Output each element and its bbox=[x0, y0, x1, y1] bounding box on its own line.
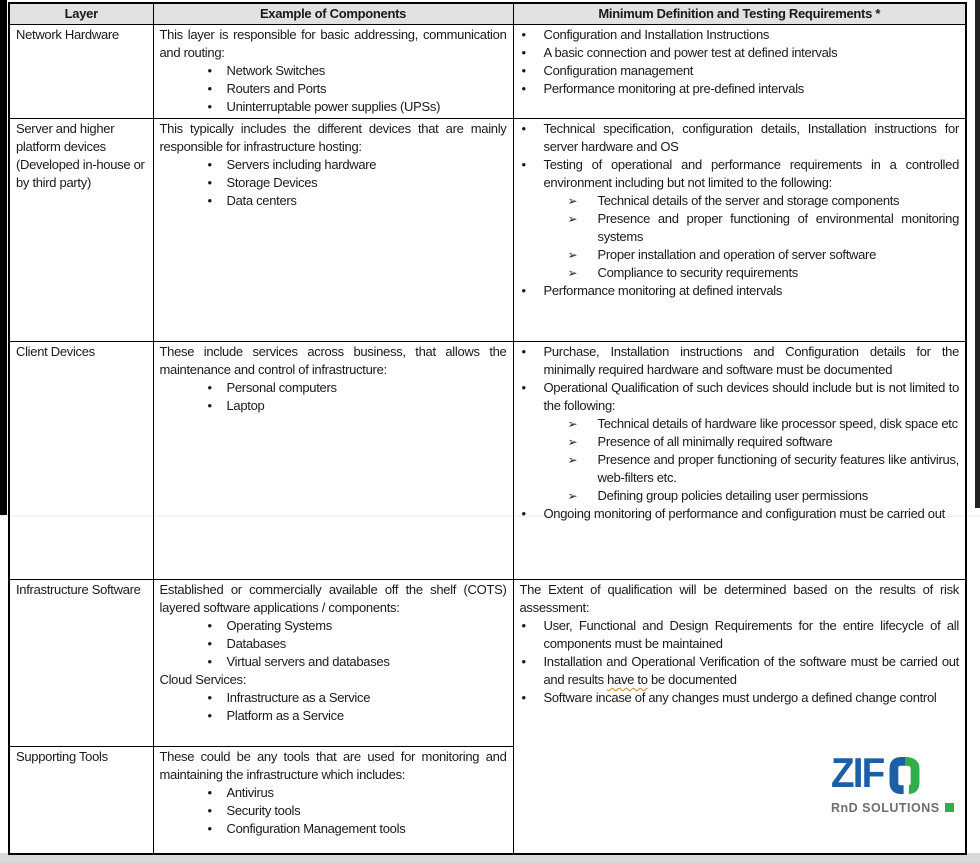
bullet-item: • Network Switches bbox=[206, 62, 507, 80]
components-intro: Established or commercially available off the shelf (COTS) layered software applications / components: bbox=[159, 582, 507, 615]
layer-cell bbox=[9, 119, 153, 342]
bullet-item: • Servers including hardware bbox=[206, 156, 507, 174]
row-infrastructure-software bbox=[9, 580, 966, 747]
sub-bullet-item: ➢ Compliance to security requirements bbox=[568, 264, 960, 282]
bullet-item: • Data centers bbox=[206, 192, 507, 210]
zifo-tagline bbox=[831, 799, 957, 817]
components-intro: These include services across business, that allows the maintenance and control of infrastructure: bbox=[159, 344, 507, 377]
layer-cell bbox=[9, 25, 153, 119]
zifo-logo bbox=[831, 748, 957, 817]
bullet-item: • Technical specification, configuration details, Installation instructions for server hardware and OS bbox=[520, 120, 960, 156]
bullet-item: • Virtual servers and databases bbox=[206, 653, 507, 671]
bullet-item: • Ongoing monitoring of performance and configuration must be carried out bbox=[520, 505, 960, 523]
window-edge-left bbox=[0, 0, 7, 516]
layer-label: Server and higher platform devices (Developed in-house or by third party) bbox=[16, 121, 145, 190]
layer-cell bbox=[9, 342, 153, 580]
grammar-flagged-text: have to bbox=[607, 672, 648, 687]
bullet-item: • Routers and Ports bbox=[206, 80, 507, 98]
bullet-item: • Platform as a Service bbox=[206, 707, 507, 725]
layer-label: Client Devices bbox=[16, 344, 95, 359]
header-components: Example of Components bbox=[153, 3, 513, 25]
bullet-text: Operational Qualification of such devices should include but is not limited to the following: bbox=[543, 380, 959, 413]
header-row bbox=[9, 3, 966, 25]
bottom-strip bbox=[0, 853, 980, 863]
zifo-tagline-text: RnD SOLUTIONS bbox=[831, 800, 940, 815]
layer-label: Infrastructure Software bbox=[16, 582, 141, 597]
bullet-item: • Configuration and Installation Instructions bbox=[520, 26, 960, 44]
requirements-cell-merged bbox=[513, 580, 966, 854]
bullet-item: • Security tools bbox=[206, 802, 507, 820]
components-cell bbox=[153, 119, 513, 342]
requirements-cell bbox=[513, 342, 966, 580]
bullet-item: • User, Functional and Design Requirements for the entire lifecycle of all components must be maintained bbox=[520, 617, 960, 653]
bullet-item: • Databases bbox=[206, 635, 507, 653]
bullet-text: be documented bbox=[647, 672, 737, 687]
components-cell bbox=[153, 25, 513, 119]
bullet-item bbox=[520, 653, 960, 689]
bullet-item: • Personal computers bbox=[206, 379, 507, 397]
bullet-item: • Configuration management bbox=[520, 62, 960, 80]
sub-bullet-item: ➢ Presence of all minimally required software bbox=[568, 433, 960, 451]
zifo-wordmark: ZIF bbox=[831, 748, 884, 796]
bullet-item: • Antivirus bbox=[206, 784, 507, 802]
bullet-item bbox=[520, 156, 960, 282]
layer-label: Supporting Tools bbox=[16, 749, 108, 764]
requirements-cell bbox=[513, 25, 966, 119]
row-network-hardware bbox=[9, 25, 966, 119]
bullet-item: • Performance monitoring at defined intervals bbox=[520, 282, 960, 300]
components-intro: This layer is responsible for basic addressing, communication and routing: bbox=[159, 27, 507, 60]
requirements-intro: The Extent of qualification will be determined based on the results of risk assessment: bbox=[519, 582, 959, 615]
sub-bullet-item: ➢ Technical details of hardware like processor speed, disk space etc bbox=[568, 415, 960, 433]
header-requirements: Minimum Definition and Testing Requirements * bbox=[513, 3, 966, 25]
row-client-devices bbox=[9, 342, 966, 580]
bullet-item: • Purchase, Installation instructions and Configuration details for the minimally required hardware and software must be documented bbox=[520, 343, 960, 379]
components-cell bbox=[153, 747, 513, 854]
components-intro-2: Cloud Services: bbox=[159, 672, 247, 687]
components-cell bbox=[153, 580, 513, 747]
sub-bullet-item: ➢ Proper installation and operation of server software bbox=[568, 246, 960, 264]
header-layer: Layer bbox=[9, 3, 153, 25]
qualification-table bbox=[8, 2, 967, 855]
window-edge-right bbox=[975, 0, 980, 508]
bullet-text: Installation and Operational Verification of the software must be carried out and results bbox=[543, 654, 959, 687]
bullet-item: • A basic connection and power test at defined intervals bbox=[520, 44, 960, 62]
row-server-platform bbox=[9, 119, 966, 342]
sub-bullet-item: ➢ Presence and proper functioning of environmental monitoring systems bbox=[568, 210, 960, 246]
bullet-item: • Infrastructure as a Service bbox=[206, 689, 507, 707]
sub-bullet-item: ➢ Presence and proper functioning of security features like antivirus, web-filters etc. bbox=[568, 451, 960, 487]
bullet-item bbox=[520, 379, 960, 505]
zifo-o-icon bbox=[886, 753, 923, 798]
components-cell bbox=[153, 342, 513, 580]
components-intro: This typically includes the different devices that are mainly responsible for infrastructure hosting: bbox=[159, 121, 507, 154]
bullet-item: • Performance monitoring at pre-defined intervals bbox=[520, 80, 960, 98]
sub-bullet-item: ➢ Defining group policies detailing user permissions bbox=[568, 487, 960, 505]
zifo-green-square-icon bbox=[945, 803, 954, 812]
sub-bullet-item: ➢ Technical details of the server and storage components bbox=[568, 192, 960, 210]
requirements-cell bbox=[513, 119, 966, 342]
bullet-item: • Laptop bbox=[206, 397, 507, 415]
components-intro: These could be any tools that are used for monitoring and maintaining the infrastructure which includes: bbox=[159, 749, 507, 782]
layer-cell bbox=[9, 747, 153, 854]
bullet-item: • Software incase of any changes must undergo a defined change control bbox=[520, 689, 960, 707]
bullet-item: • Configuration Management tools bbox=[206, 820, 507, 838]
layer-cell bbox=[9, 580, 153, 747]
bullet-item: • Storage Devices bbox=[206, 174, 507, 192]
layer-label: Network Hardware bbox=[16, 27, 119, 42]
bullet-item: • Uninterruptable power supplies (UPSs) bbox=[206, 98, 507, 116]
bullet-text: Testing of operational and performance requirements in a controlled environment including but not limited to the following: bbox=[543, 157, 959, 190]
bullet-item: • Operating Systems bbox=[206, 617, 507, 635]
